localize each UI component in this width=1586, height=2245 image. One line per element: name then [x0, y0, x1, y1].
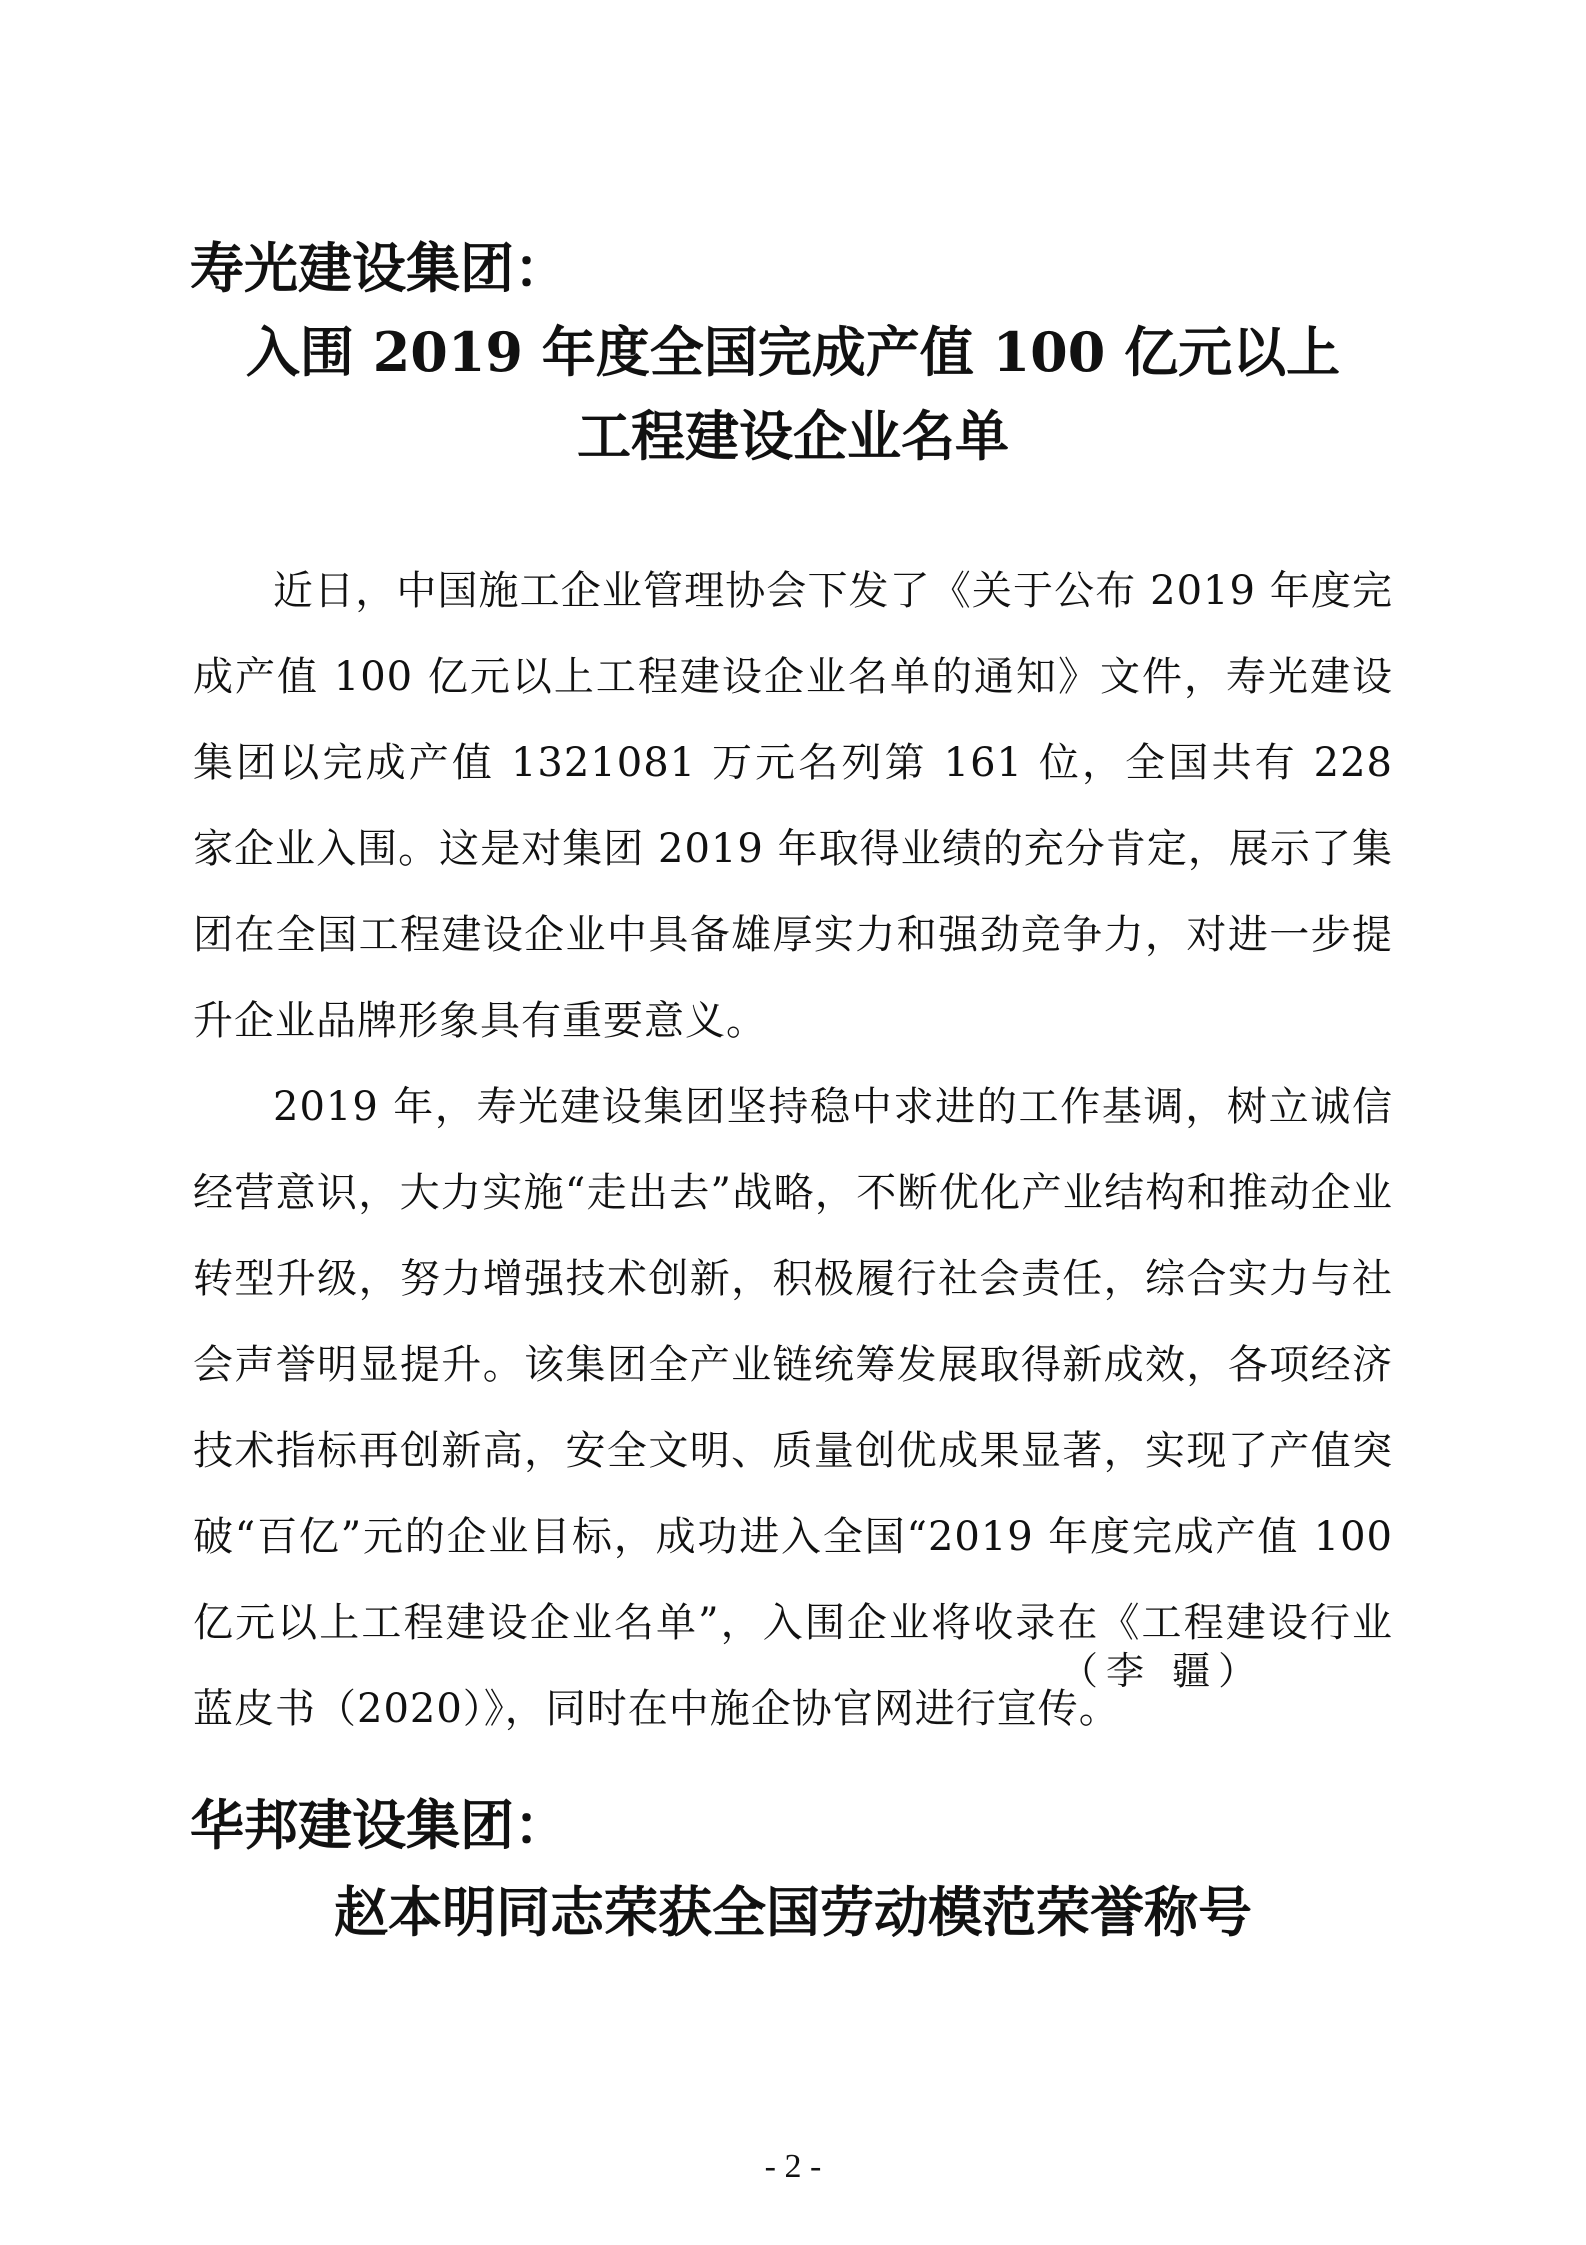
- article1-author: （李 疆）: [1060, 1649, 1265, 1693]
- article2-company-heading: 华邦建设集团：: [190, 1793, 568, 1857]
- article1-title-line2: 工程建设企业名单: [577, 404, 1009, 468]
- page-number: - 2 -: [764, 2148, 822, 2185]
- article1-body: [193, 548, 1393, 1752]
- article1-paragraph1: 近日，中国施工企业管理协会下发了《关于公布 2019 年度完成产值 100 亿元以上工程建设企业名单的通知》文件，寿光建设集团以完成产值 1321081 万元名列第 161 位，全国共有 228 家企业入围。这是对集团 2019 年取得业绩的充分肯定，展示了集团在全国工程建设企业中具备雄厚实力和强劲竞争力，对进一步提升企业品牌形象具有重要意义。: [193, 568, 1393, 1044]
- article1-title-line1: 入围 2019 年度全国完成产值 100 亿元以上: [245, 320, 1341, 384]
- article1-company-heading: 寿光建设集团：: [190, 236, 568, 300]
- article1-paragraph2: 2019 年，寿光建设集团坚持稳中求进的工作基调，树立诚信经营意识，大力实施“走出去”战略，不断优化产业结构和推动企业转型升级，努力增强技术创新，积极履行社会责任，综合实力与社会声誉明显提升。该集团全产业链统筹发展取得新成效，各项经济技术指标再创新高，安全文明、质量创优成果显著，实现了产值突破“百亿”元的企业目标，成功进入全国“2019 年度完成产值 100 亿元以上工程建设企业名单”，入围企业将收录在《工程建设行业蓝皮书（2020）》，同时在中施企协官网进行宣传。: [193, 1084, 1393, 1732]
- article2-title-line1: 赵本明同志荣获全国劳动模范荣誉称号: [334, 1880, 1252, 1944]
